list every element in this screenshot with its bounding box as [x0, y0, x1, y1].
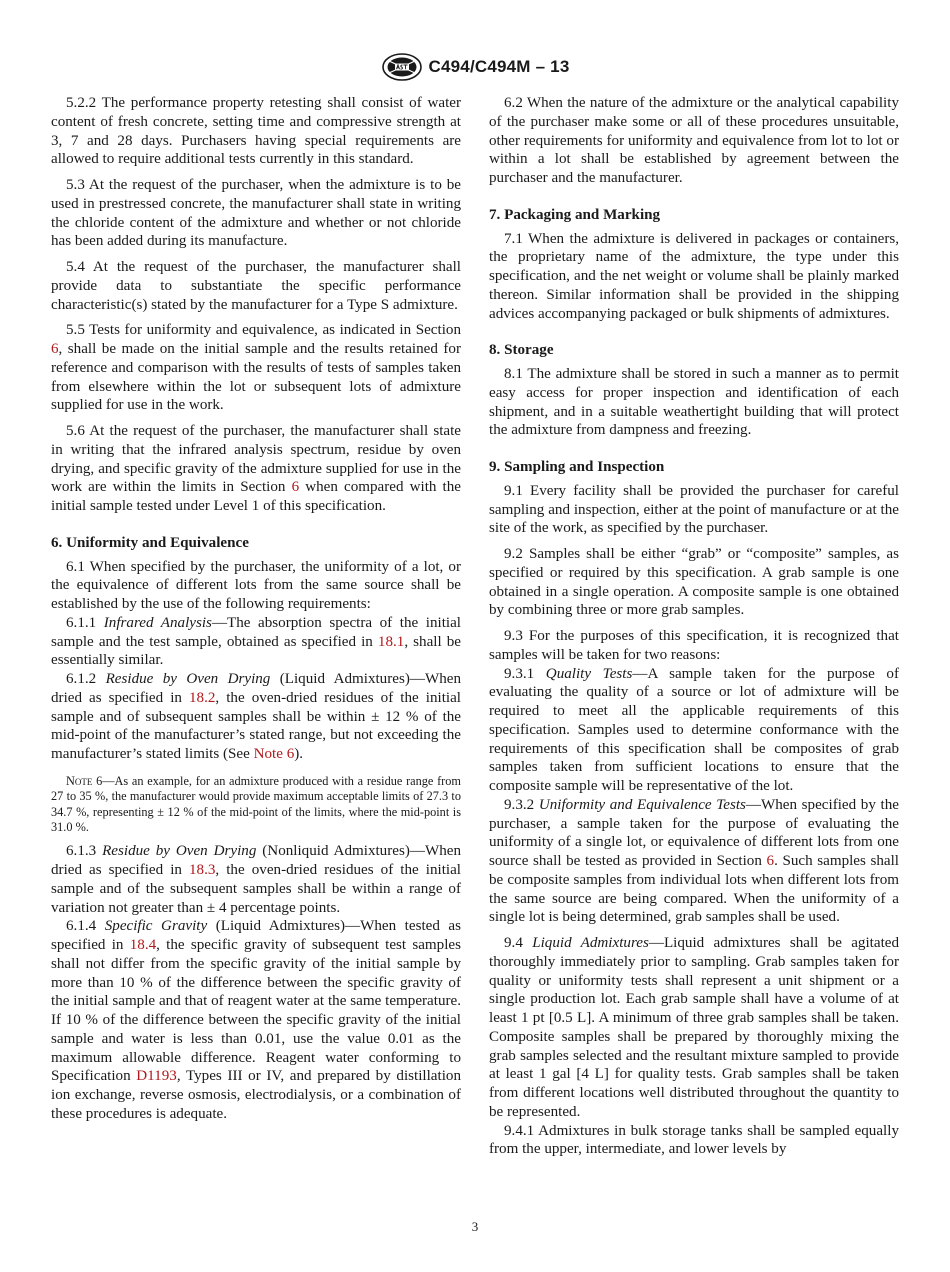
paragraph-5-4: 5.4 At the request of the purchaser, the manufacturer shall provide data to substantiate the specific performance characteristic(s) stated by the manufacturer for a Type S admixture.: [51, 259, 461, 313]
section-6-link[interactable]: 6: [51, 341, 59, 357]
heading-section-6: 6. Uniformity and Equivalence: [51, 534, 249, 551]
paragraph-9-3-1: 9.3.1 Quality Tests—A sample taken for the purpose of evaluating the quality of a source or lot of admixture will be required to meet all the applicable requirements of this specification. Samples used to determine conformance with the requirements of this specification shall be composites of grab samples taken from sufficient locations to ensure that the composite sample will be representative of the lot.: [489, 665, 899, 794]
document-designation: C494/C494M – 13: [428, 57, 570, 76]
astm-logo-icon: [381, 52, 423, 82]
paragraph-5-2-2: 5.2.2 The performance property retesting shall consist of water content of fresh concrete, setting time and compressive strength at 3, 7 and 28 days. Purchasers having special requirements are allowed to require additional tests currently in this standard.: [51, 95, 461, 168]
paragraph-6-1-2: 6.1.2 Residue by Oven Drying (Liquid Admixtures)—When dried as specified in 18.2, the oven-dried residues of the initial sample and of subsequent samples shall be within ± 12 % of the mid-point of the manufacturer’s stated range, but not exceeding the manufacturer’s stated limits (See Note 6).: [51, 671, 462, 762]
paragraph-8-1: 8.1 The admixture shall be stored in such a manner as to permit easy access for proper inspection and identification of each shipment, and in a suitable weathertight building that will protect the admixture from dampness and freezing.: [489, 366, 899, 439]
section-18-3-link[interactable]: 18.3: [189, 862, 216, 879]
paragraph-9-3: 9.3 For the purposes of this specification, it is recognized that samples will be taken for two reasons:: [489, 628, 899, 663]
heading-section-7: 7. Packaging and Marking: [489, 206, 661, 223]
section-6-link[interactable]: 6: [291, 479, 300, 496]
section-18-2-link[interactable]: 18.2: [189, 689, 216, 706]
paragraph-6-1-1: 6.1.1 Infrared Analysis—The absorption spectra of the initial sample and the test sample, obtained as specified in 18.1, shall be essentially similar.: [51, 614, 462, 669]
paragraph-5-5: 5.5 Tests for uniformity and equivalence, as indicated in Section 6, shall be made on the initial sample and the results retained for reference and comparison with the results of tests of samples taken from elsewhere within the lot or subsequent lots of admixture supplied for use in the work.: [51, 322, 461, 414]
page-header: [0, 52, 950, 82]
paragraph-6-1-3: 6.1.3 Residue by Oven Drying (Nonliquid Admixtures)—When dried as specified in 18.3, the oven-dried residues of the initial sample and of the subsequent samples shall be within a range of variation not greater than ± 4 percentage points.: [51, 843, 461, 916]
right-column: [489, 94, 899, 1159]
paragraph-9-1: 9.1 Every facility shall be provided the purchaser for careful sampling and inspection, either at the point of manufacture or at the site of the work, as specified by the purchaser.: [489, 482, 899, 537]
paragraph-5-3: 5.3 At the request of the purchaser, when the admixture is to be used in prestressed concrete, the manufacturer shall state in writing the chloride content of the admixture and whether or not chloride has been added during its manufacture.: [51, 177, 461, 250]
d1193-link[interactable]: D1193: [136, 1068, 177, 1085]
paragraph-9-4: 9.4 Liquid Admixtures—Liquid admixtures shall be agitated thoroughly immediately prior to sampling. Grab samples taken for quality or uniformity tests shall represent a unit shipment or a single production lot. Each grab sample shall have a volume of at least 1 pt [0.5 L]. A minimum of three grab samples shall be taken. Composite samples shall be prepared by thoroughly mixing the grab samples selected and the resultant mixture sampled to provide at least 1 gal [4 L] for quality tests. Grab samples shall be taken from different locations well distributed throughout the quantity to be represented.: [489, 935, 900, 1120]
page-number: 3: [471, 1219, 479, 1234]
paragraph-9-4-1: 9.4.1 Admixtures in bulk storage tanks shall be sampled equally from the upper, intermediate, and lower levels by: [489, 1122, 899, 1158]
paragraph-6-1: 6.1 When specified by the purchaser, the uniformity of a lot, or the equivalence of different lots from the same source shall be established by the use of the following requirements:: [51, 558, 461, 612]
paragraph-7-1: 7.1 When the admixture is delivered in packages or containers, the proprietary name of the admixture, the type under this specification, and the net weight or volume shall be plainly marked thereon. Similar information shall be provided in the shipping advices accompanying packaged or bulk shipments of admixtures.: [489, 230, 899, 322]
left-column: [51, 94, 461, 1124]
paragraph-9-3-2: 9.3.2 Uniformity and Equivalence Tests—When specified by the purchaser, a sample taken for the purpose of evaluating the uniformity of a single lot, or equivalence of different lots from one source shall be tested as provided in Section 6. Such samples shall be composite samples from individual lots when different lots from the same source are being compared. When the uniformity of a single lot is being determined, grab samples shall be used.: [489, 796, 900, 926]
section-18-4-link[interactable]: 18.4: [129, 937, 157, 954]
paragraph-6-2: 6.2 When the nature of the admixture or the analytical capability of the purchaser make some or all of these procedures unsuitable, other requirements for uniformity and equivalence from lot to lot or within a lot shall be established by agreement between the purchaser and the manufacturer.: [489, 95, 899, 186]
heading-section-9: 9. Sampling and Inspection: [489, 459, 665, 475]
section-18-1-link[interactable]: 18.1: [377, 633, 405, 650]
paragraph-6-1-4: 6.1.4 Specific Gravity (Liquid Admixtures)—When tested as specified in 18.4, the specific gravity of subsequent test samples shall not differ from the specific gravity of the initial sample by more than 10 % of the difference between the specific gravity of the initial sample and that of reagent water at the same temperature. If 10 % of the difference between the specific gravity of the initial sample and water is less than 0.01, use the value 0.01 as the maximum allowable difference. Reagent water conforming to Specification D1193, Types III or IV, and prepared by distillation ion exchange, reverse osmosis, electrodialysis, or a combination of these procedures is adequate.: [51, 918, 461, 1122]
heading-section-8: 8. Storage: [489, 342, 554, 359]
note-6-link[interactable]: Note 6: [253, 746, 295, 762]
note-6: Note 6—As an example, for an admixture produced with a residue range from 27 to 35 %, the manufacturer would provide maximum acceptable limits of 27.3 to 34.7 %, representing ± 12 % of the mid-point of the limits, where the mid-point is 31.0 %.: [51, 773, 461, 834]
paragraph-5-6: 5.6 At the request of the purchaser, the manufacturer shall state in writing that the infrared analysis spectrum, residue by oven drying, and specific gravity of the admixture supplied for use in the work are within the limits in Section 6 when compared with the initial sample tested under Level 1 of this specification.: [51, 423, 461, 514]
section-6-link[interactable]: 6: [766, 853, 775, 869]
paragraph-9-2: 9.2 Samples shall be either “grab” or “composite” samples, as specified or required by this specification. A grab sample is one obtained in a single operation. A composite sample is one obtained by combining three or more grab samples.: [489, 546, 899, 619]
